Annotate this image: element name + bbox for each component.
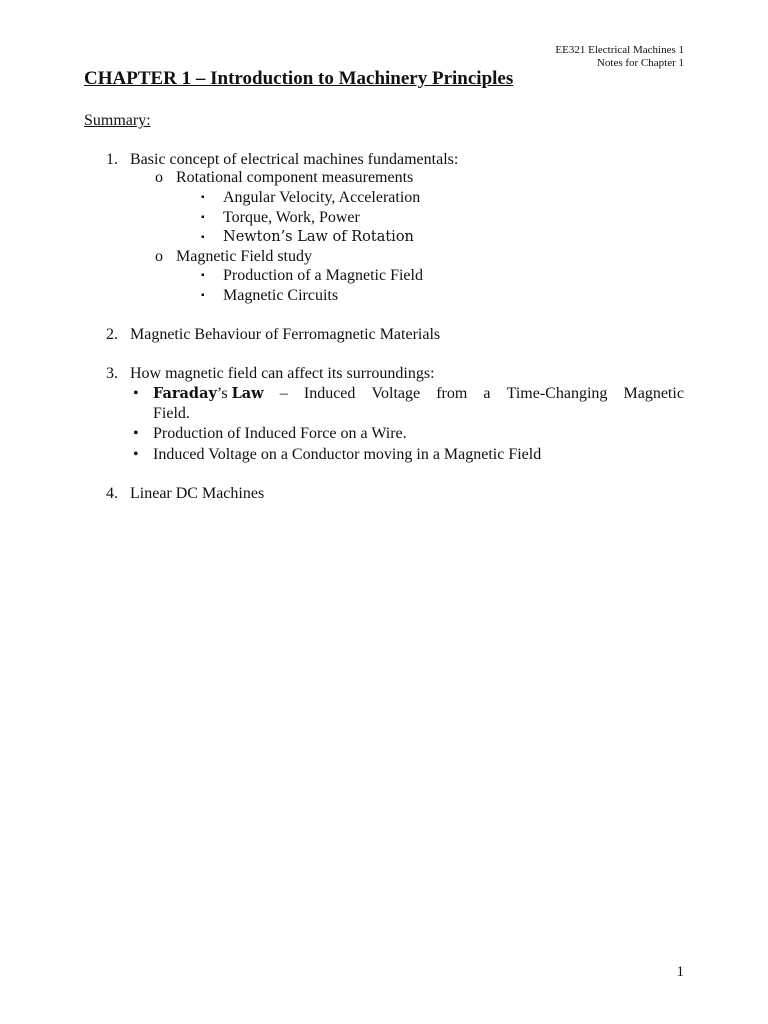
sub-marker: o: [155, 169, 163, 186]
item-number: 2.: [106, 326, 118, 343]
item-text: Linear DC Machines: [130, 485, 265, 502]
header-notes: Notes for Chapter 1: [596, 57, 684, 69]
sub-sub-item-text: Newton’s Law of Rotation: [223, 229, 414, 245]
word: a: [483, 385, 491, 402]
bullet-text: Production of Induced Force on a Wire.: [153, 425, 407, 442]
bullet-text: Induced Voltage on a Conductor moving in a Magnetic Field: [153, 446, 542, 463]
bullet-icon: •: [133, 446, 139, 463]
chapter-title: CHAPTER 1 – Introduction to Machinery Principles: [84, 68, 514, 89]
item-text: How magnetic field can affect its surroundings:: [130, 365, 435, 382]
word: Voltage: [371, 385, 421, 402]
square-bullet-icon: ▪: [201, 290, 205, 301]
faraday-term: [153, 385, 264, 403]
square-bullet-icon: ▪: [201, 192, 205, 203]
page-header: [555, 44, 684, 70]
square-bullet-icon: ▪: [201, 232, 205, 243]
item-text: Basic concept of electrical machines fundamentals:: [130, 151, 459, 168]
item-number: 1.: [106, 151, 118, 168]
sub-sub-item-text: Torque, Work, Power: [223, 209, 360, 226]
sub-marker: o: [155, 248, 163, 265]
word: Time-Changing: [506, 385, 608, 402]
word: Magnetic: [623, 385, 684, 402]
faraday-possessive: ’s: [216, 385, 232, 402]
header-course: EE321 Electrical Machines 1: [555, 44, 684, 56]
sub-sub-item-text: Magnetic Circuits: [223, 287, 339, 304]
item-text: Magnetic Behaviour of Ferromagnetic Materials: [130, 326, 441, 343]
bullet-icon: •: [133, 385, 139, 402]
faraday-law: Law: [231, 385, 264, 402]
sub-sub-item-text: Production of a Magnetic Field: [223, 267, 423, 284]
word: from: [436, 385, 468, 402]
word: –: [279, 385, 288, 402]
sub-item-text: Magnetic Field study: [176, 248, 312, 265]
item-number: 4.: [106, 485, 118, 502]
bullet-text-continued: Field.: [153, 405, 190, 422]
item-number: 3.: [106, 365, 118, 382]
word: Induced: [303, 385, 356, 402]
page-number: 1: [676, 964, 684, 980]
sub-sub-item-text: Angular Velocity, Acceleration: [223, 189, 421, 206]
square-bullet-icon: ▪: [201, 270, 205, 281]
summary-label: Summary:: [84, 112, 151, 129]
bullet-icon: •: [133, 425, 139, 442]
sub-item-text: Rotational component measurements: [176, 169, 414, 186]
faraday-line: [153, 385, 684, 403]
square-bullet-icon: ▪: [201, 212, 205, 223]
faraday-name: Faraday: [153, 385, 217, 402]
